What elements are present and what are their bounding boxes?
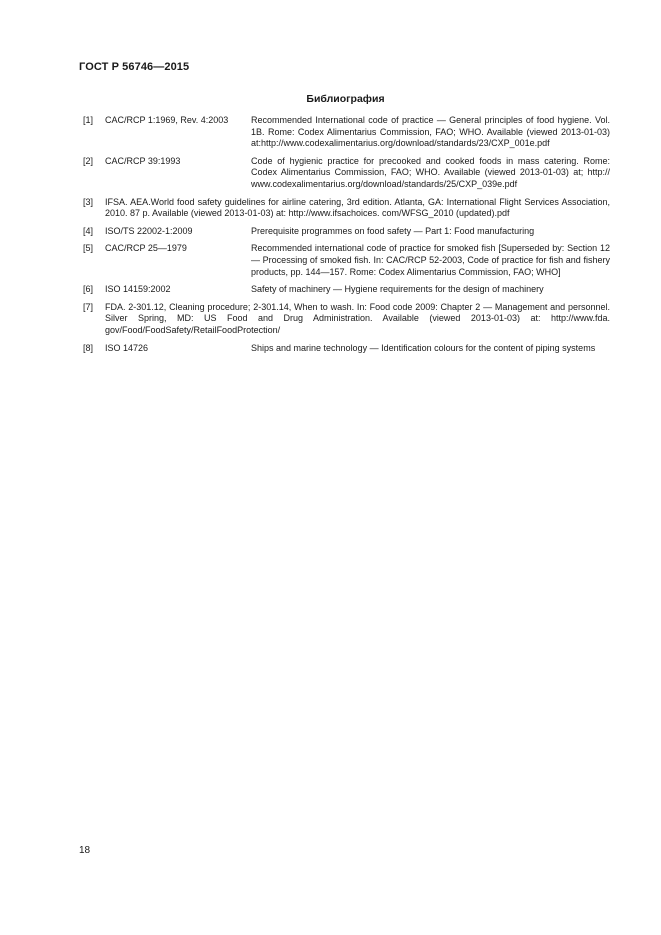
bibliography-entry: [80, 343, 610, 355]
entry-text: IFSA. AEA.World food safety guidelines for airline catering, 3rd edition. Atlanta, GA: International Flight Services Association, 2010. 87 p. Available (viewed 2013-01-03) at: http://www.ifsachoices. com/WFSG_2010 (updated).pdf: [105, 196, 610, 219]
entry-number: [3]: [83, 196, 94, 207]
entry-code: ISO 14726: [105, 342, 149, 353]
entry-number: [8]: [83, 342, 94, 353]
entry-text: Ships and marine technology — Identification colours for the content of piping systems: [251, 342, 596, 353]
bibliography-entry: [80, 284, 610, 296]
entry-code: ISO/TS 22002-1:2009: [105, 225, 193, 236]
bibliography-entry: [80, 226, 610, 238]
bibliography-entry: [80, 156, 610, 191]
document-header: ГОСТ Р 56746—2015: [79, 61, 190, 73]
entry-code: CAC/RCP 1:1969, Rev. 4:2003: [105, 115, 229, 125]
entry-text: Prerequisite programmes on food safety — Part 1: Food manufacturing: [251, 225, 535, 236]
bibliography-entry: [80, 197, 610, 220]
entry-text: FDA. 2-301.12, Cleaning procedure; 2-301.14, When to wash. In: Food code 2009: Chapter 2 — Management and personnel. Silver Spring, MD: US Food and Drug Administration. Available (viewed 2013-01-03) at: http://www.fda. gov/Food/FoodSafety/RetailFoodProtection/: [105, 301, 610, 335]
entry-number: [5]: [83, 243, 94, 254]
entry-code: CAC/RCP 25—1979: [105, 243, 187, 254]
page-number: 18: [79, 845, 91, 856]
entry-number: [7]: [83, 301, 94, 312]
entry-code: ISO 14159:2002: [105, 284, 171, 295]
entry-number: [2]: [83, 155, 94, 166]
entry-text: Safety of machinery — Hygiene requirements for the design of machinery: [251, 284, 544, 295]
bibliography-list: [80, 115, 610, 360]
entry-text: Recommended International code of practice — General principles of food hygiene. Vol. 1B. Rome: Codex Alimentarius Commission, FAO; WHO. Available (viewed 2013-01-03) at:http://www.codexalimentarius.org/download/standards/23/CXP_001e.pdf: [251, 115, 610, 149]
entry-number: [6]: [83, 284, 94, 295]
entry-number: [1]: [83, 115, 94, 125]
section-title: Библиография: [306, 93, 385, 105]
entry-text: Recommended international code of practice for smoked fish [Superseded by: Section 12 — Processing of smoked fish. In: CAC/RCP 52-2003, Code of practice for fish and fishery products, pp. 144—157. Rome: Codex Alimentarius Commission, FAO; WHO]: [251, 243, 610, 277]
entry-text: Code of hygienic practice for precooked and cooked foods in mass catering. Rome: Codex Alimentarius Commission, FAO; WHO. Available (viewed 2013-01-03) at; http:// www.codexalimentarius.org/download/standards/25/CXP_039e.pdf: [251, 155, 610, 189]
entry-number: [4]: [83, 225, 94, 236]
entry-code: CAC/RCP 39:1993: [105, 155, 181, 166]
bibliography-entry: [80, 302, 610, 337]
bibliography-entry: [80, 115, 610, 150]
bibliography-entry: [80, 243, 610, 278]
